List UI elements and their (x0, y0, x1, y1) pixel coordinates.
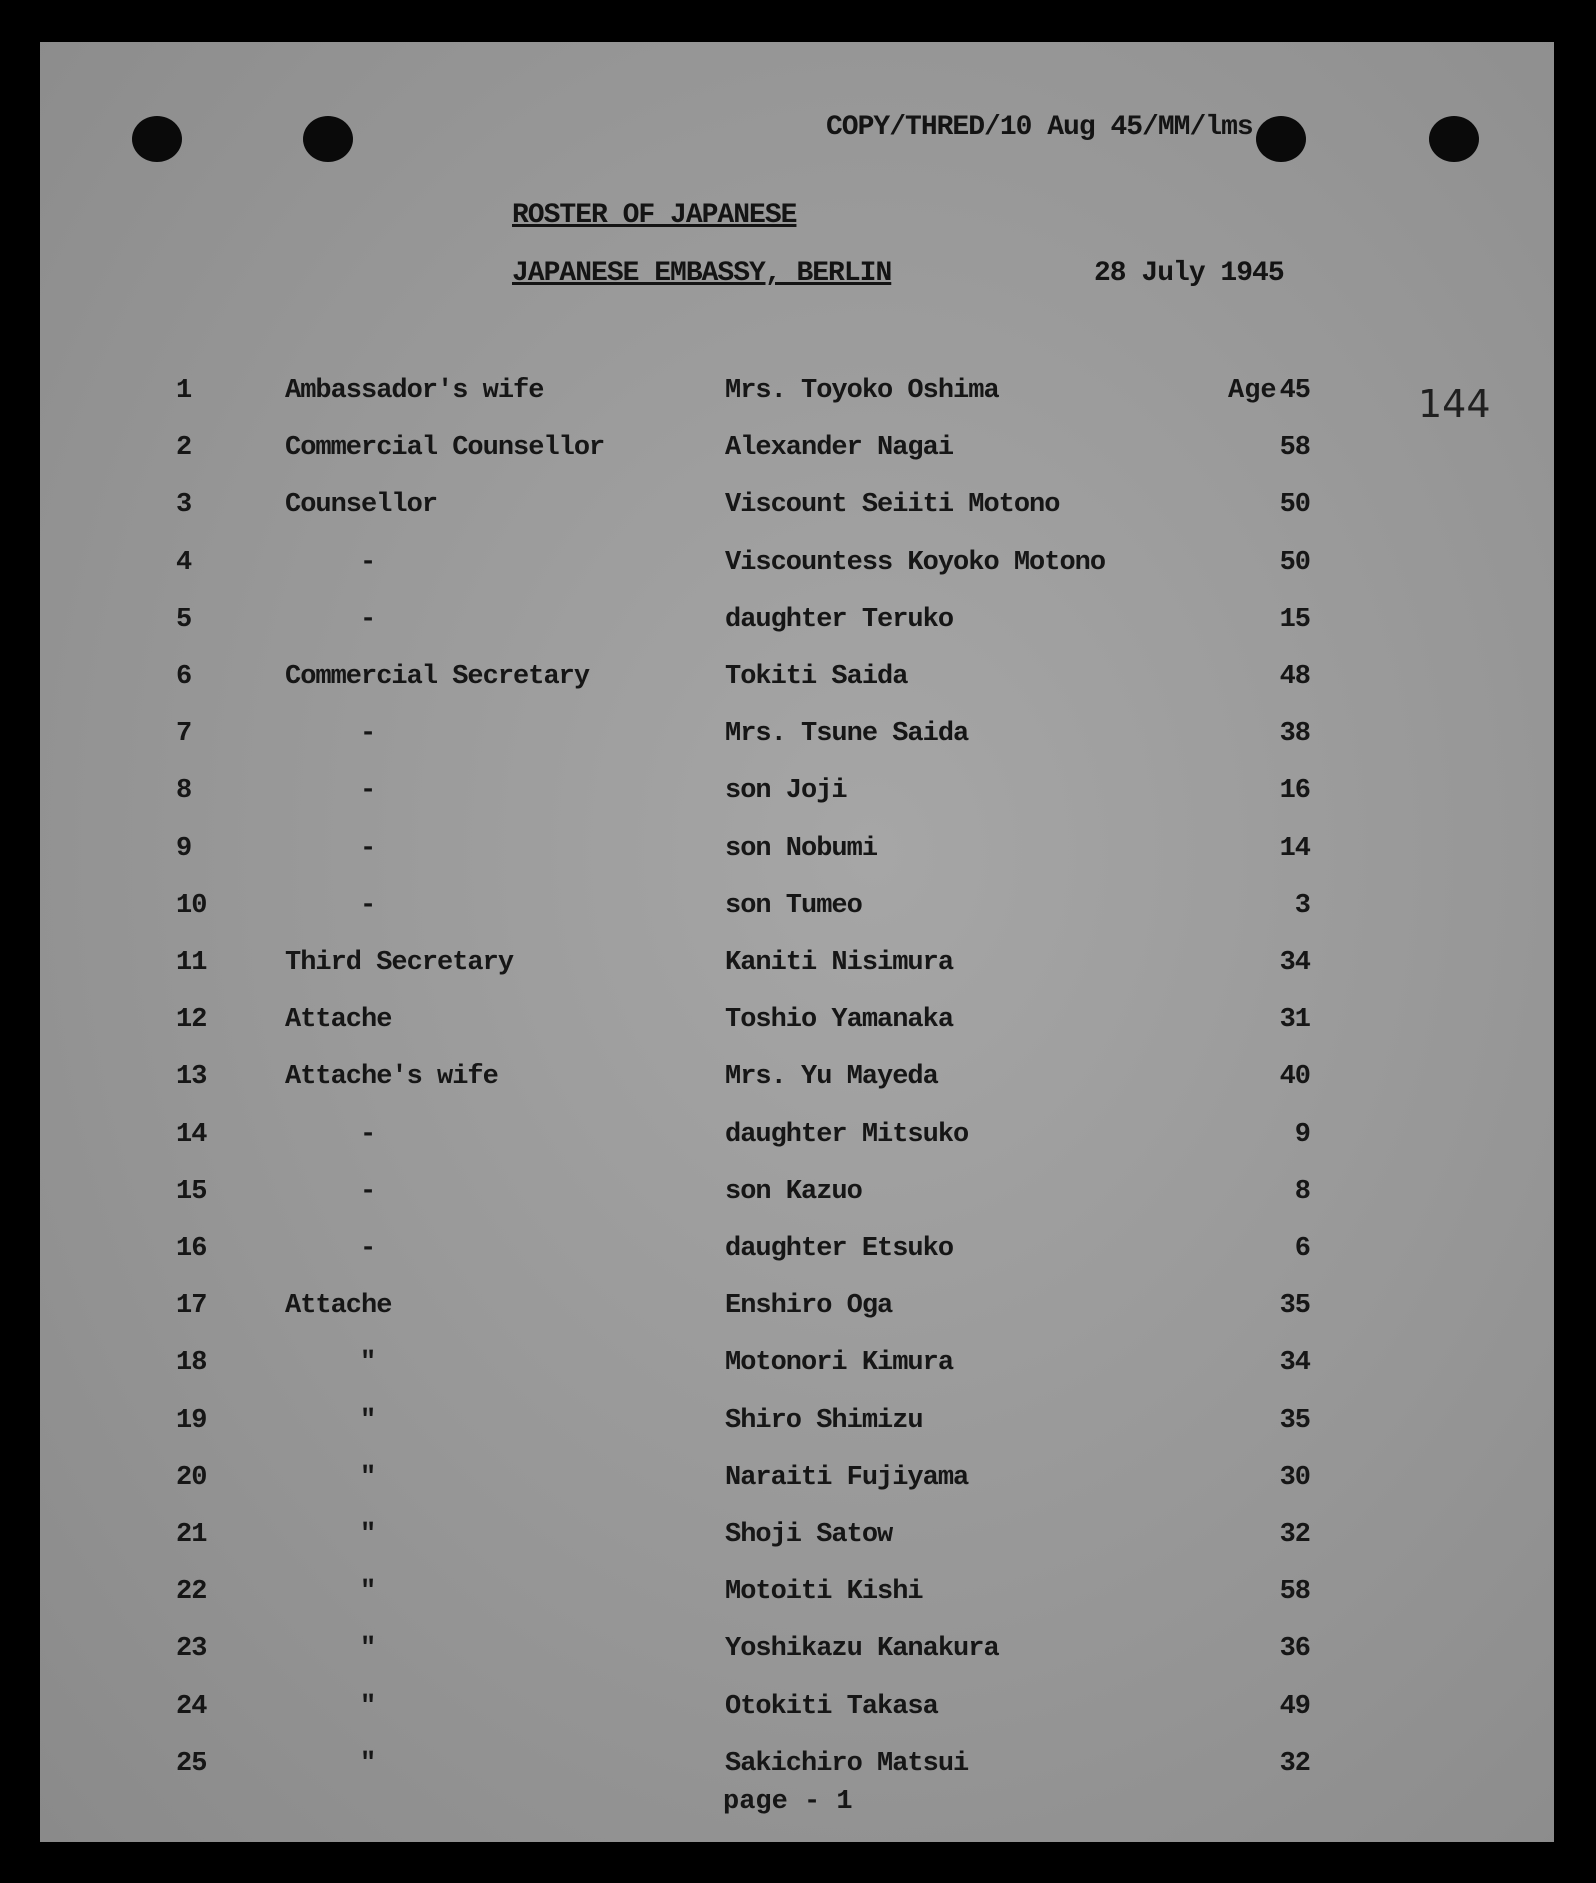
row-age: 16 (1279, 776, 1310, 806)
punch-hole-3 (1256, 116, 1306, 162)
row-number: 6 (176, 662, 192, 692)
row-number: 14 (176, 1120, 207, 1150)
row-name: Yoshikazu Kanakura (725, 1634, 999, 1664)
row-position: " (360, 1692, 376, 1722)
roster-row (40, 1749, 1554, 1789)
row-number: 13 (176, 1062, 207, 1092)
row-number: 1 (176, 376, 192, 406)
row-name: Motonori Kimura (725, 1348, 954, 1378)
roster-row (40, 1520, 1554, 1560)
punch-hole-4 (1429, 116, 1479, 162)
row-position: - (360, 1120, 376, 1150)
row-number: 16 (176, 1234, 207, 1264)
row-position: - (360, 605, 376, 635)
row-name: Otokiti Takasa (725, 1692, 938, 1722)
roster-row (40, 1406, 1554, 1446)
row-number: 24 (176, 1692, 207, 1722)
document-date: 28 July 1945 (1094, 258, 1284, 289)
age-label: Age (1228, 376, 1277, 406)
row-name: daughter Mitsuko (725, 1120, 969, 1150)
row-name: Viscount Seiiti Motono (725, 490, 1060, 520)
row-number: 12 (176, 1005, 207, 1035)
row-position: " (360, 1634, 376, 1664)
row-number: 10 (176, 891, 207, 921)
roster-row (40, 1634, 1554, 1674)
row-number: 3 (176, 490, 192, 520)
row-age: 6 (1294, 1234, 1310, 1264)
row-age: 40 (1279, 1062, 1310, 1092)
roster-row (40, 1120, 1554, 1160)
roster-row (40, 1291, 1554, 1331)
row-name: Kaniti Nisimura (725, 948, 954, 978)
row-name: Viscountess Koyoko Motono (725, 548, 1106, 578)
roster-row (40, 719, 1554, 759)
archive-page-number: 144 (1418, 382, 1491, 426)
row-age: 31 (1279, 1005, 1310, 1035)
row-number: 25 (176, 1749, 207, 1779)
punch-hole-2 (303, 116, 353, 162)
reference-line: COPY/THRED/10 Aug 45/MM/lms (826, 112, 1253, 143)
row-number: 7 (176, 719, 192, 749)
row-name: Shoji Satow (725, 1520, 893, 1550)
row-number: 19 (176, 1406, 207, 1436)
row-number: 22 (176, 1577, 207, 1607)
row-number: 8 (176, 776, 192, 806)
row-name: son Kazuo (725, 1177, 862, 1207)
row-position: " (360, 1463, 376, 1493)
row-age: 49 (1279, 1692, 1310, 1722)
row-number: 21 (176, 1520, 207, 1550)
row-position: " (360, 1348, 376, 1378)
roster-row (40, 891, 1554, 931)
row-number: 5 (176, 605, 192, 635)
row-age: 35 (1279, 1291, 1310, 1321)
row-number: 23 (176, 1634, 207, 1664)
roster-row (40, 1234, 1554, 1274)
row-position: " (360, 1749, 376, 1779)
row-age: 34 (1279, 1348, 1310, 1378)
row-position: - (360, 1177, 376, 1207)
row-name: Sakichiro Matsui (725, 1749, 969, 1779)
row-position: Commercial Secretary (285, 662, 590, 692)
roster-row (40, 1463, 1554, 1503)
row-number: 18 (176, 1348, 207, 1378)
row-position: - (360, 834, 376, 864)
row-position: - (360, 1234, 376, 1264)
roster-row (40, 662, 1554, 702)
row-name: Mrs. Tsune Saida (725, 719, 969, 749)
row-name: Shiro Shimizu (725, 1406, 923, 1436)
row-name: son Tumeo (725, 891, 862, 921)
row-name: son Joji (725, 776, 847, 806)
row-age: 32 (1279, 1520, 1310, 1550)
roster-row (40, 1348, 1554, 1388)
roster-row (40, 1577, 1554, 1617)
row-position: Ambassador's wife (285, 376, 544, 406)
roster-row (40, 433, 1554, 473)
row-age: 3 (1294, 891, 1310, 921)
row-name: Mrs. Toyoko Oshima (725, 376, 999, 406)
row-number: 11 (176, 948, 207, 978)
row-position: " (360, 1577, 376, 1607)
row-number: 17 (176, 1291, 207, 1321)
roster-row (40, 1005, 1554, 1045)
roster-row (40, 776, 1554, 816)
document-page (40, 42, 1554, 1842)
row-age: 38 (1279, 719, 1310, 749)
row-age: 58 (1279, 433, 1310, 463)
row-age: 50 (1279, 548, 1310, 578)
row-age: 30 (1279, 1463, 1310, 1493)
row-name: Enshiro Oga (725, 1291, 893, 1321)
roster-row (40, 605, 1554, 645)
row-age: 36 (1279, 1634, 1310, 1664)
row-position: - (360, 548, 376, 578)
roster-row (40, 548, 1554, 588)
row-age: 48 (1279, 662, 1310, 692)
row-position: Attache (285, 1291, 392, 1321)
document-title: ROSTER OF JAPANESE (512, 200, 797, 231)
row-number: 4 (176, 548, 192, 578)
row-age: 8 (1294, 1177, 1310, 1207)
row-age: 35 (1279, 1406, 1310, 1436)
roster-row (40, 948, 1554, 988)
row-age: 58 (1279, 1577, 1310, 1607)
row-position: - (360, 776, 376, 806)
row-position: Attache's wife (285, 1062, 498, 1092)
row-position: - (360, 891, 376, 921)
row-age: 50 (1279, 490, 1310, 520)
row-position: Attache (285, 1005, 392, 1035)
row-position: Third Secretary (285, 948, 514, 978)
row-age: 34 (1279, 948, 1310, 978)
row-name: son Nobumi (725, 834, 878, 864)
row-position: " (360, 1406, 376, 1436)
row-position: - (360, 719, 376, 749)
row-name: Motoiti Kishi (725, 1577, 923, 1607)
roster-row (40, 1062, 1554, 1102)
row-name: Tokiti Saida (725, 662, 908, 692)
row-age: 9 (1294, 1120, 1310, 1150)
roster-row (40, 1692, 1554, 1732)
roster-row (40, 834, 1554, 874)
page-footer: page - 1 (723, 1787, 853, 1817)
row-age: 45 (1279, 376, 1310, 406)
row-position: Commercial Counsellor (285, 433, 605, 463)
row-name: Naraiti Fujiyama (725, 1463, 969, 1493)
row-number: 2 (176, 433, 192, 463)
row-name: Toshio Yamanaka (725, 1005, 954, 1035)
row-position: " (360, 1520, 376, 1550)
roster-row (40, 1177, 1554, 1217)
roster-row (40, 376, 1554, 416)
row-name: Mrs. Yu Mayeda (725, 1062, 938, 1092)
row-position: Counsellor (285, 490, 438, 520)
row-age: 15 (1279, 605, 1310, 635)
row-name: Alexander Nagai (725, 433, 954, 463)
row-number: 9 (176, 834, 192, 864)
row-number: 15 (176, 1177, 207, 1207)
row-number: 20 (176, 1463, 207, 1493)
roster-row (40, 490, 1554, 530)
row-age: 32 (1279, 1749, 1310, 1779)
row-name: daughter Teruko (725, 605, 954, 635)
document-subtitle: JAPANESE EMBASSY, BERLIN (512, 258, 892, 289)
row-age: 14 (1279, 834, 1310, 864)
row-name: daughter Etsuko (725, 1234, 954, 1264)
punch-hole-1 (132, 116, 182, 162)
